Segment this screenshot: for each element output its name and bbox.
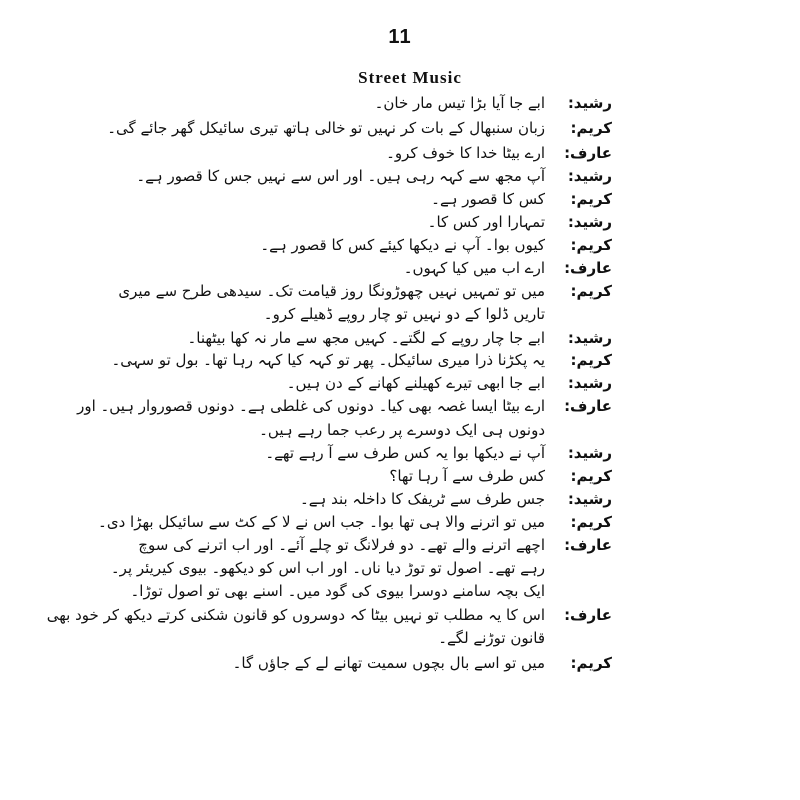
dialogue-text: میں تو تمہیں نہیں چھوڑونگا روز قیامت تک۔ سیدھی طرح سے میری xyxy=(118,282,545,300)
dialogue-text: میں تو اترنے والا ہی تھا بوا۔ جب اس نے لا کے کٹ سے سائیکل بھڑا دی۔ xyxy=(98,513,545,531)
dialogue-line xyxy=(0,280,800,303)
dialogue-line xyxy=(0,604,800,627)
speaker-label: رشید: xyxy=(567,213,612,231)
speaker-label: عارف: xyxy=(564,606,612,624)
speaker-label: رشید: xyxy=(567,444,612,462)
speaker-label: رشید: xyxy=(567,329,612,347)
dialogue-text: میں تو اسے بال بچوں سمیت تھانے لے کے جاؤں گا۔ xyxy=(232,654,545,672)
speaker-label: رشید: xyxy=(567,167,612,185)
dialogue-text: ابے جا آیا بڑا تیس مار خان۔ xyxy=(374,94,545,112)
dialogue-line xyxy=(0,165,800,188)
dialogue-line xyxy=(0,257,800,280)
page-number: 11 xyxy=(388,26,412,48)
dialogue-text: دونوں ہی ایک دوسرے پر رعب جما رہے ہیں۔ xyxy=(259,421,545,439)
page-title: Street Music xyxy=(358,68,462,87)
speaker-label: کریم: xyxy=(570,282,612,300)
dialogue-text: آپ مجھ سے کہہ رہی ہیں۔ اور اس سے نہیں جس کا قصور ہے۔ xyxy=(136,167,545,185)
dialogue-line xyxy=(0,92,800,115)
dialogue-text: قانون توڑنے لگے۔ xyxy=(438,629,545,647)
dialogue-text: کس کا قصور ہے۔ xyxy=(431,190,545,208)
dialogue-text: ابے جا چار روپے کے لگتے۔ کہیں مجھ سے مار نہ کھا بیٹھنا۔ xyxy=(187,329,545,347)
dialogue-text: تمہارا اور کس کا۔ xyxy=(427,213,545,231)
dialogue-text: اس کا یہ مطلب تو نہیں بیٹا کہ دوسروں کو قانون شکنی کرتے دیکھ کر خود بھی xyxy=(46,606,545,624)
dialogue-text: ایک بچہ سامنے دوسرا بیوی کی گود میں۔ اسنے بھی تو اصول توڑا۔ xyxy=(130,582,545,600)
dialogue-text: کیوں بوا۔ آپ نے دیکھا کیئے کس کا قصور ہے۔ xyxy=(260,236,545,254)
speaker-label: کریم: xyxy=(570,467,612,485)
dialogue-line xyxy=(0,372,800,395)
dialogue-text: رہے تھے۔ اصول تو توڑ دیا ناں۔ اور اب اس کو دیکھو۔ بیوی کیریئر پر۔ xyxy=(110,559,545,577)
speaker-label: عارف: xyxy=(564,536,612,554)
dialogue-line xyxy=(0,142,800,165)
dialogue-line xyxy=(0,188,800,211)
speaker-label: کریم: xyxy=(570,190,612,208)
dialogue-text: زبان سنبھال کے بات کر نہیں تو خالی ہاتھ تیری سائیکل گھر جائے گی۔ xyxy=(107,119,545,137)
dialogue-text: ارے بیٹا ایسا غصہ بھی کیا۔ دونوں کی غلطی ہے۔ دونوں قصوروار ہیں۔ اور xyxy=(77,397,545,415)
dialogue-line xyxy=(0,488,800,511)
dialogue-line xyxy=(0,511,800,534)
speaker-label: کریم: xyxy=(570,236,612,254)
speaker-label: کریم: xyxy=(570,654,612,672)
dialogue-text: اچھے اترنے والے تھے۔ دو فرلانگ تو چلے آئے۔ اور اب اترنے کی سوچ xyxy=(138,536,545,554)
dialogue-line xyxy=(0,652,800,675)
speaker-label: عارف: xyxy=(564,397,612,415)
speaker-label: رشید: xyxy=(567,94,612,112)
dialogue-text: ارے بیٹا خدا کا خوف کرو۔ xyxy=(386,144,545,162)
dialogue-line xyxy=(0,580,800,603)
dialogue-text: یہ پکڑنا ذرا میری سائیکل۔ پھر تو کہہ کیا کہہ رہا تھا۔ بول تو سہی۔ xyxy=(111,351,545,369)
dialogue-line xyxy=(0,234,800,257)
speaker-label: عارف: xyxy=(564,259,612,277)
dialogue-text: کس طرف سے آ رہا تھا؟ xyxy=(389,467,545,485)
dialogue-line xyxy=(0,534,800,557)
dialogue-text: ارے اب میں کیا کہوں۔ xyxy=(403,259,545,277)
speaker-label: رشید: xyxy=(567,374,612,392)
dialogue-line xyxy=(0,211,800,234)
speaker-label: کریم: xyxy=(570,351,612,369)
dialogue-text: آپ نے دیکھا بوا یہ کس طرف سے آ رہے تھے۔ xyxy=(265,444,545,462)
speaker-label: کریم: xyxy=(570,513,612,531)
dialogue-line xyxy=(0,557,800,580)
dialogue-text: تاریں ڈلوا کے دو نہیں تو چار روپے ڈھیلے کرو۔ xyxy=(263,305,545,323)
speaker-label: عارف: xyxy=(564,144,612,162)
dialogue-line xyxy=(0,117,800,140)
dialogue-text: ابے جا ابھی تیرے کھیلنے کھانے کے دن ہیں۔ xyxy=(286,374,545,392)
dialogue-line xyxy=(0,303,800,326)
dialogue-line xyxy=(0,395,800,418)
speaker-label: کریم: xyxy=(570,119,612,137)
dialogue-line xyxy=(0,442,800,465)
dialogue-line xyxy=(0,349,800,372)
dialogue-text: جس طرف سے ٹریفک کا داخلہ بند ہے۔ xyxy=(299,490,545,508)
dialogue-line xyxy=(0,465,800,488)
dialogue-line xyxy=(0,327,800,350)
speaker-label: رشید: xyxy=(567,490,612,508)
dialogue-line xyxy=(0,627,800,650)
dialogue-line xyxy=(0,419,800,442)
